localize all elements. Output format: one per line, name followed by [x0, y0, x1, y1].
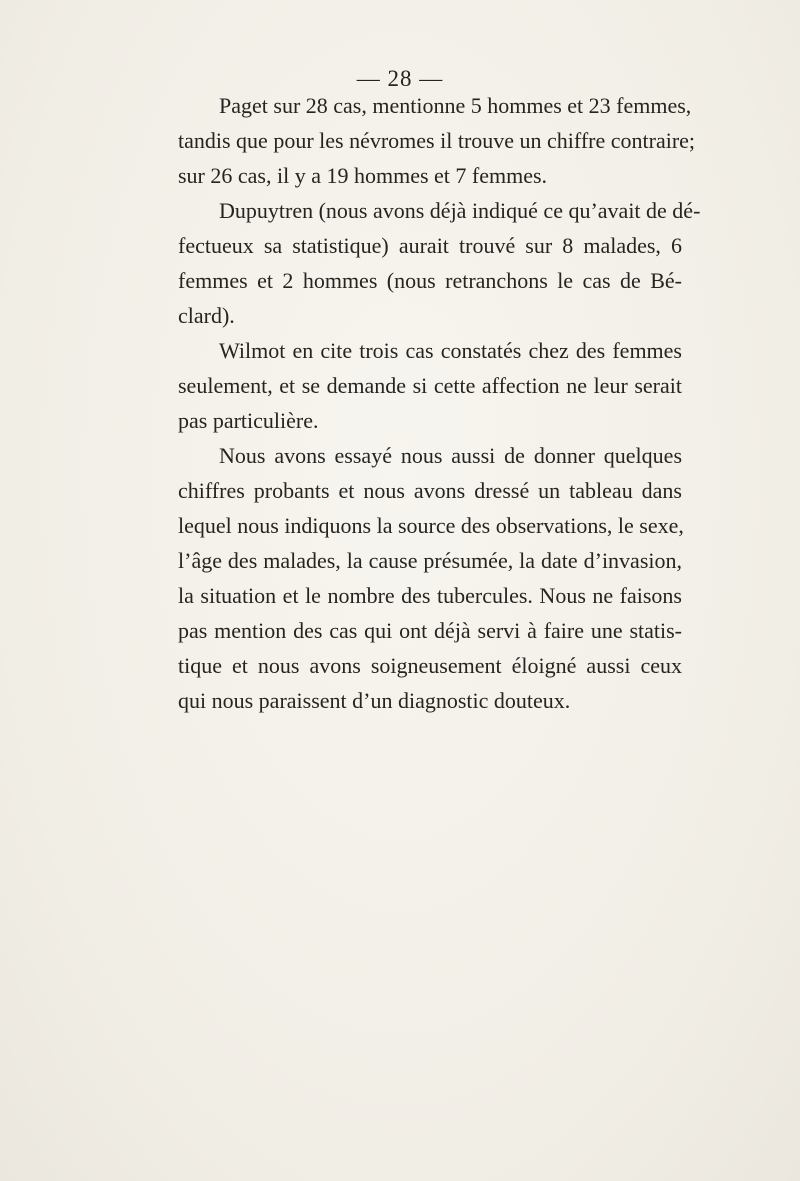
text-line: fectueux sa statistique) aurait trouvé sur 8 malades, 6: [178, 233, 682, 258]
text-line: sur 26 cas, il y a 19 hommes et 7 femmes.: [178, 163, 548, 188]
text-line: tandis que pour les névromes il trouve un chiffre contraire;: [178, 128, 696, 153]
paragraph-tableau: [178, 438, 682, 718]
text-line: seulement, et se demande si cette affection ne leur serait: [178, 373, 682, 398]
text-line: Nous avons essayé nous aussi de donner quelques: [219, 443, 682, 468]
text-line: Paget sur 28 cas, mentionne 5 hommes et 23 femmes,: [219, 93, 692, 118]
text-line: Wilmot en cite trois cas constatés chez des femmes: [219, 338, 682, 363]
page-number: — 28 —: [356, 66, 444, 91]
paragraph-wilmot: [178, 333, 682, 438]
paragraph-paget: [178, 88, 696, 193]
text-line: qui nous paraissent d’un diagnostic douteux.: [178, 688, 571, 713]
text-line: tique et nous avons soigneusement éloigné aussi ceux: [178, 653, 682, 678]
text-line: clard).: [178, 303, 235, 328]
paragraph-dupuytren: [178, 193, 701, 333]
text-line: Dupuytren (nous avons déjà indiqué ce qu’avait de dé-: [219, 198, 701, 223]
text-line: pas particulière.: [178, 408, 319, 433]
body-text: [178, 88, 701, 718]
text-line: pas mention des cas qui ont déjà servi à faire une statis-: [178, 618, 682, 643]
text-line: l’âge des malades, la cause présumée, la date d’invasion,: [178, 548, 682, 573]
text-line: la situation et le nombre des tubercules. Nous ne faisons: [178, 583, 682, 608]
text-line: femmes et 2 hommes (nous retranchons le cas de Bé-: [178, 268, 682, 293]
text-line: chiffres probants et nous avons dressé un tableau dans: [178, 478, 682, 503]
text-line: lequel nous indiquons la source des observations, le sexe,: [178, 513, 684, 538]
